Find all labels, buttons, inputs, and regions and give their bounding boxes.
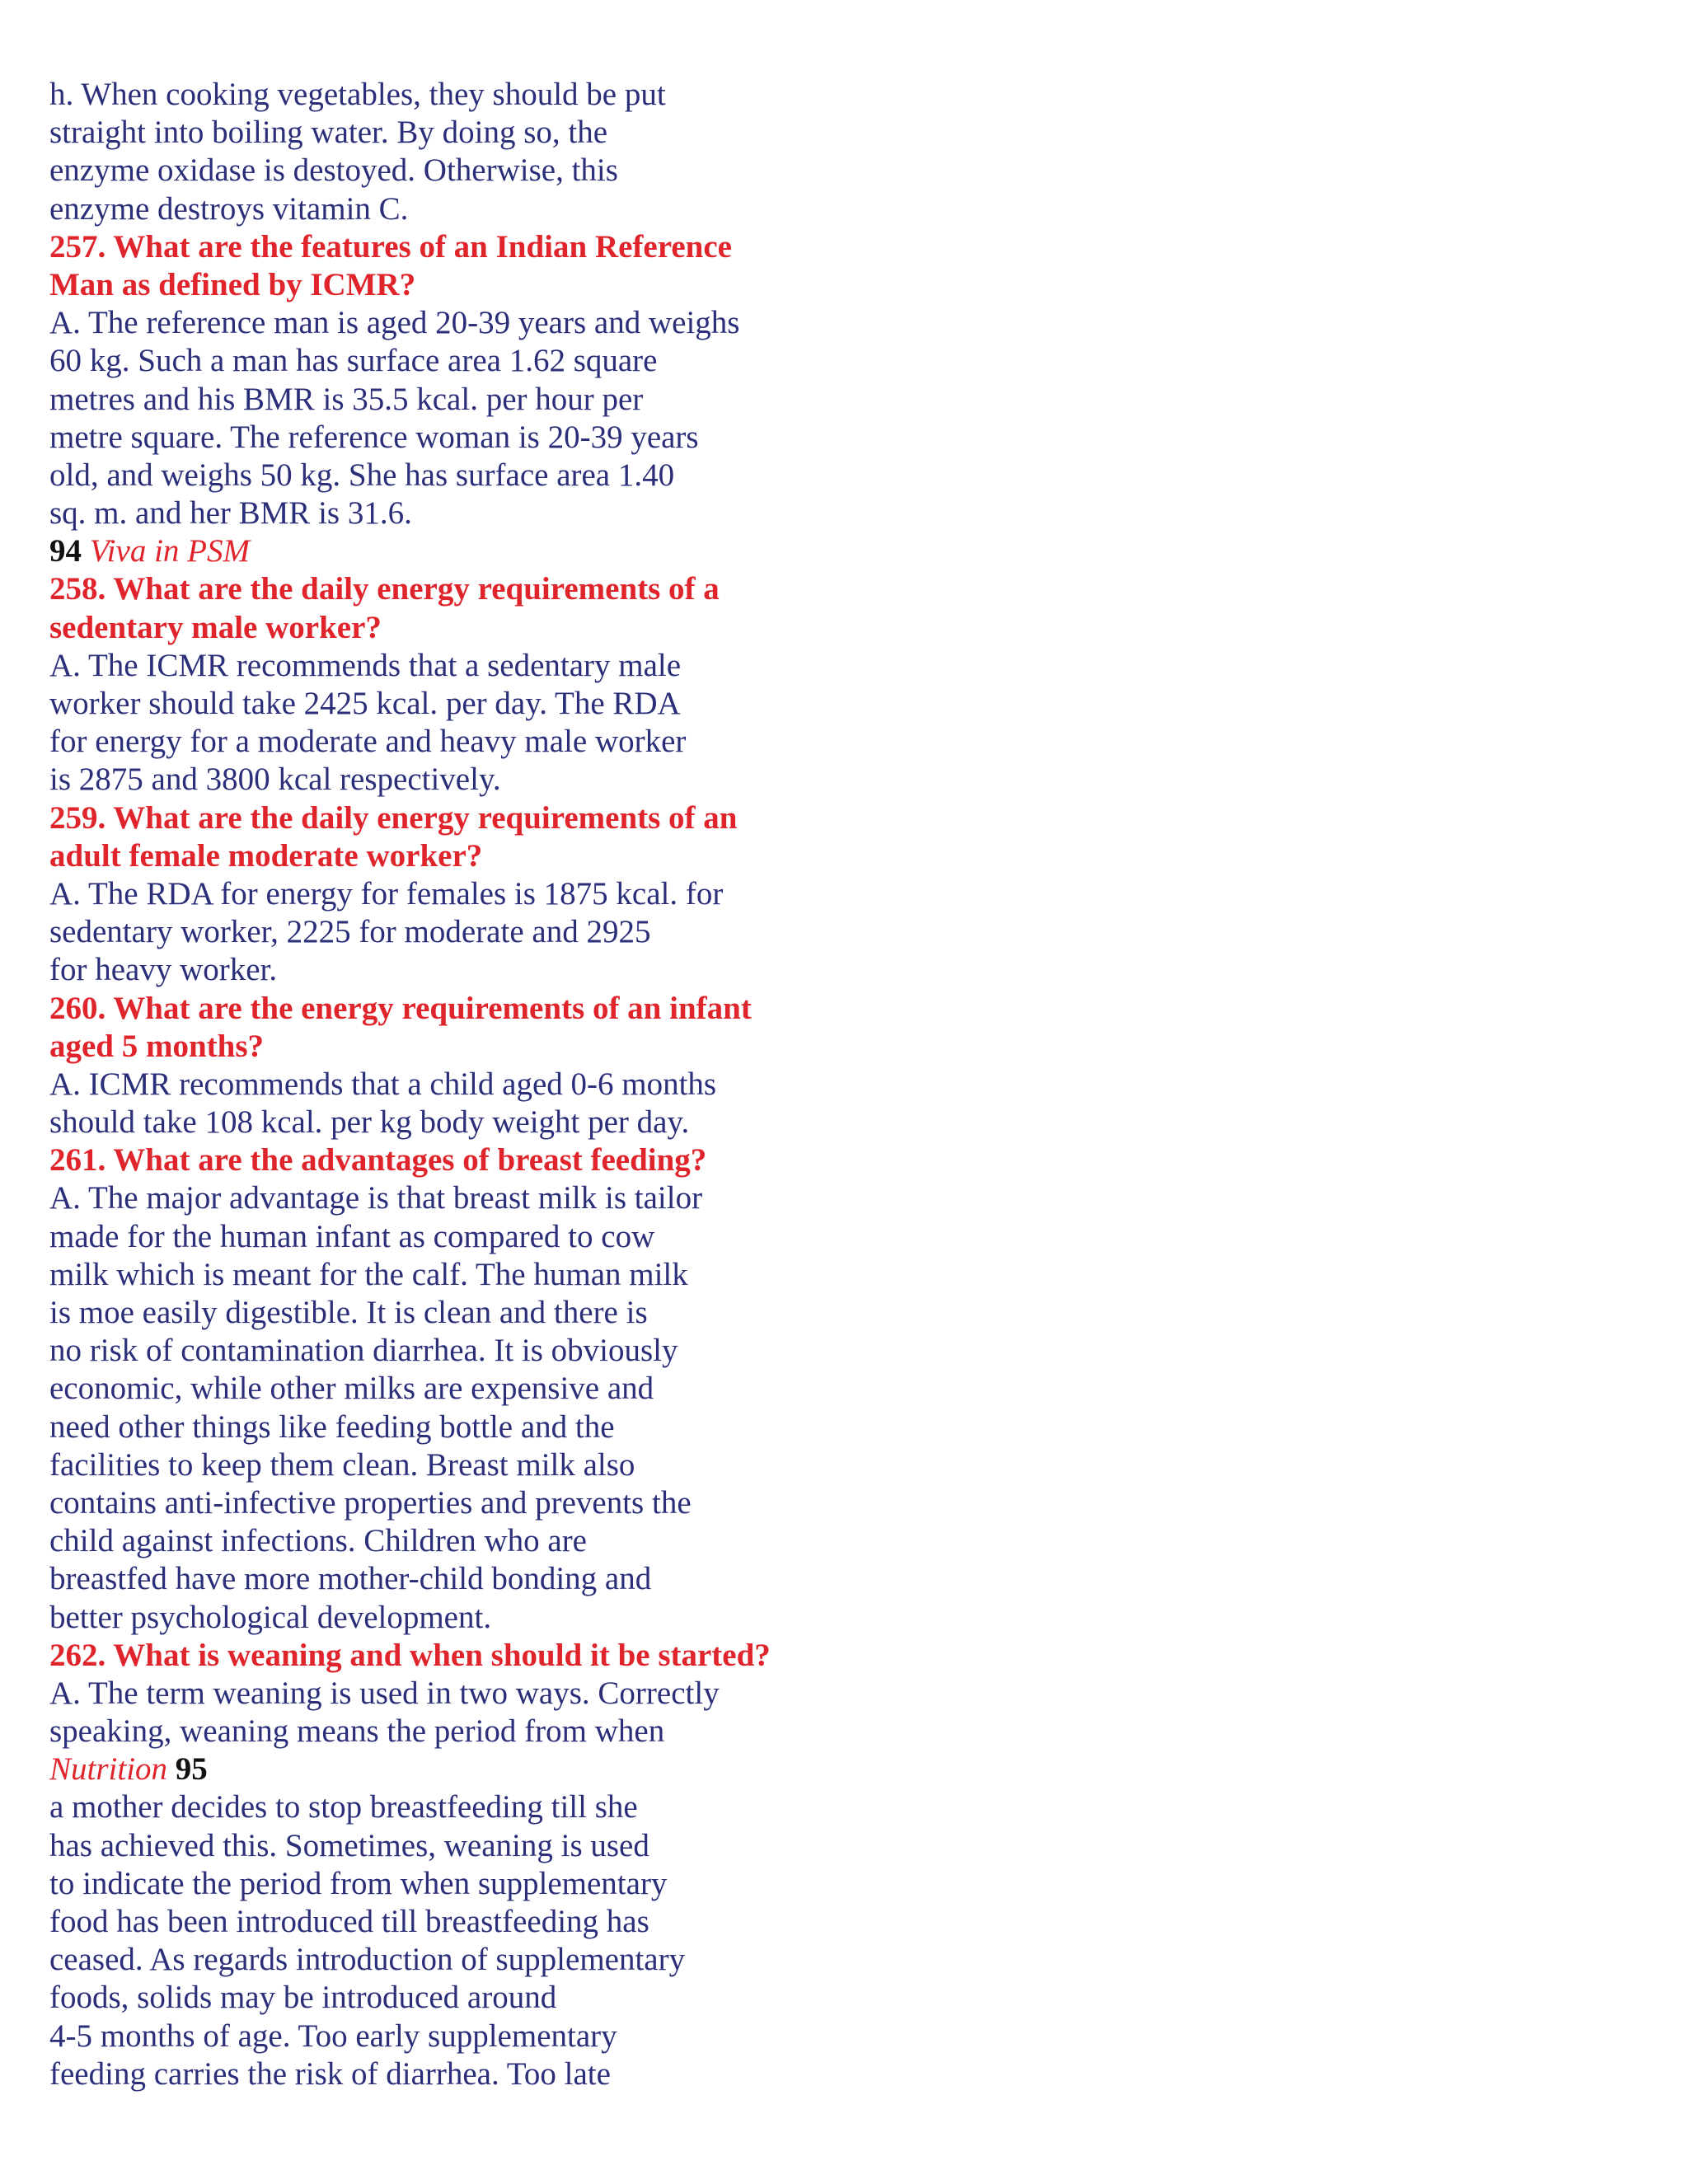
answer-line: sq. m. and her BMR is 31.6. — [49, 495, 412, 532]
answer-line: for heavy worker. — [49, 952, 278, 988]
question-heading: 257. What are the features of an Indian Reference — [49, 228, 732, 265]
answer-line: worker should take 2425 kcal. per day. The RDA — [49, 686, 681, 721]
answer-line: breastfed have more mother-child bonding and — [49, 1561, 652, 1597]
answer-line: facilities to keep them clean. Breast milk also — [49, 1446, 635, 1483]
text-line: to indicate the period from when supplementary — [49, 1865, 668, 1901]
answer-line: A. The major advantage is that breast milk is tailor — [49, 1180, 703, 1216]
question-heading: 262. What is weaning and when should it be started? — [49, 1637, 771, 1673]
answer-line: 60 kg. Such a man has surface area 1.62 square — [49, 343, 658, 379]
question-257 — [49, 228, 1657, 533]
question-heading: sedentary male worker? — [49, 609, 382, 645]
question-heading: 258. What are the daily energy requirements of a — [49, 571, 720, 607]
answer-line: economic, while other milks are expensive and — [49, 1371, 654, 1407]
text-line: food has been introduced till breastfeeding has — [49, 1904, 649, 1939]
question-heading: adult female moderate worker? — [49, 837, 483, 874]
question-260 — [49, 990, 1657, 1142]
page-number: 95 — [175, 1751, 208, 1788]
question-heading: 261. What are the advantages of breast feeding? — [49, 1142, 707, 1179]
text-line: straight into boiling water. By doing so, the — [49, 115, 608, 151]
question-heading: aged 5 months? — [49, 1028, 265, 1064]
intro-paragraph — [49, 76, 1657, 228]
page-header-95 — [49, 1750, 1657, 1788]
text-line: enzyme oxidase is destoyed. Otherwise, this — [49, 152, 618, 189]
running-title: Viva in PSM — [89, 533, 250, 569]
answer-line: old, and weighs 50 kg. She has surface area 1.40 — [49, 457, 675, 493]
text-line: feeding carries the risk of diarrhea. Too late — [49, 2055, 611, 2092]
answer-line: need other things like feeding bottle and the — [49, 1408, 615, 1445]
question-262 — [49, 1637, 1657, 1751]
answer-line: child against infections. Children who are — [49, 1523, 587, 1559]
text-line: foods, solids may be introduced around — [49, 1980, 557, 2016]
answer-line: metre square. The reference woman is 20-39 years — [49, 419, 699, 455]
text-line: a mother decides to stop breastfeeding till she — [49, 1789, 638, 1825]
answer-line: is moe easily digestible. It is clean and there is — [49, 1295, 648, 1330]
answer-line: is 2875 and 3800 kcal respectively. — [49, 762, 501, 798]
answer-line: speaking, weaning means the period from when — [49, 1713, 665, 1750]
text-line: ceased. As regards introduction of supplementary — [49, 1942, 686, 1978]
answer-line: A. The ICMR recommends that a sedentary male — [49, 647, 682, 683]
answer-line: A. The term weaning is used in two ways. Correctly — [49, 1675, 720, 1711]
answer-line: made for the human infant as compared to cow — [49, 1218, 655, 1254]
continuation-paragraph — [49, 1788, 1657, 2093]
answer-line: A. ICMR recommends that a child aged 0-6 months — [49, 1066, 717, 1102]
page-footer-94 — [49, 532, 1657, 570]
answer-line: A. The RDA for energy for females is 1875 kcal. for — [49, 875, 724, 912]
text-line: 4-5 months of age. Too early supplementary — [49, 2018, 617, 2054]
answer-line: no risk of contamination diarrhea. It is obviously — [49, 1333, 678, 1369]
question-heading: 259. What are the daily energy requirements of an — [49, 799, 738, 836]
answer-line: contains anti-infective properties and prevents the — [49, 1484, 692, 1521]
question-261 — [49, 1141, 1657, 1636]
text-line: h. When cooking vegetables, they should be put — [49, 77, 666, 112]
answer-line: metres and his BMR is 35.5 kcal. per hour per — [49, 381, 644, 417]
question-258 — [49, 570, 1657, 799]
text-line: has achieved this. Sometimes, weaning is used — [49, 1827, 649, 1863]
question-heading: 260. What are the energy requirements of an infant — [49, 990, 752, 1026]
running-title: Nutrition — [49, 1751, 168, 1788]
answer-line: milk which is meant for the calf. The human milk — [49, 1256, 688, 1292]
document-page — [49, 76, 1657, 2093]
page-number: 94 — [49, 533, 82, 569]
answer-line: better psychological development. — [49, 1599, 492, 1635]
answer-line: sedentary worker, 2225 for moderate and 2925 — [49, 914, 651, 950]
question-heading: Man as defined by ICMR? — [49, 266, 416, 302]
answer-line: for energy for a moderate and heavy male worker — [49, 724, 687, 760]
answer-line: should take 108 kcal. per kg body weight per day. — [49, 1104, 690, 1141]
text-line: enzyme destroys vitamin C. — [49, 190, 409, 227]
question-259 — [49, 799, 1657, 990]
answer-line: A. The reference man is aged 20-39 years and weighs — [49, 305, 740, 341]
